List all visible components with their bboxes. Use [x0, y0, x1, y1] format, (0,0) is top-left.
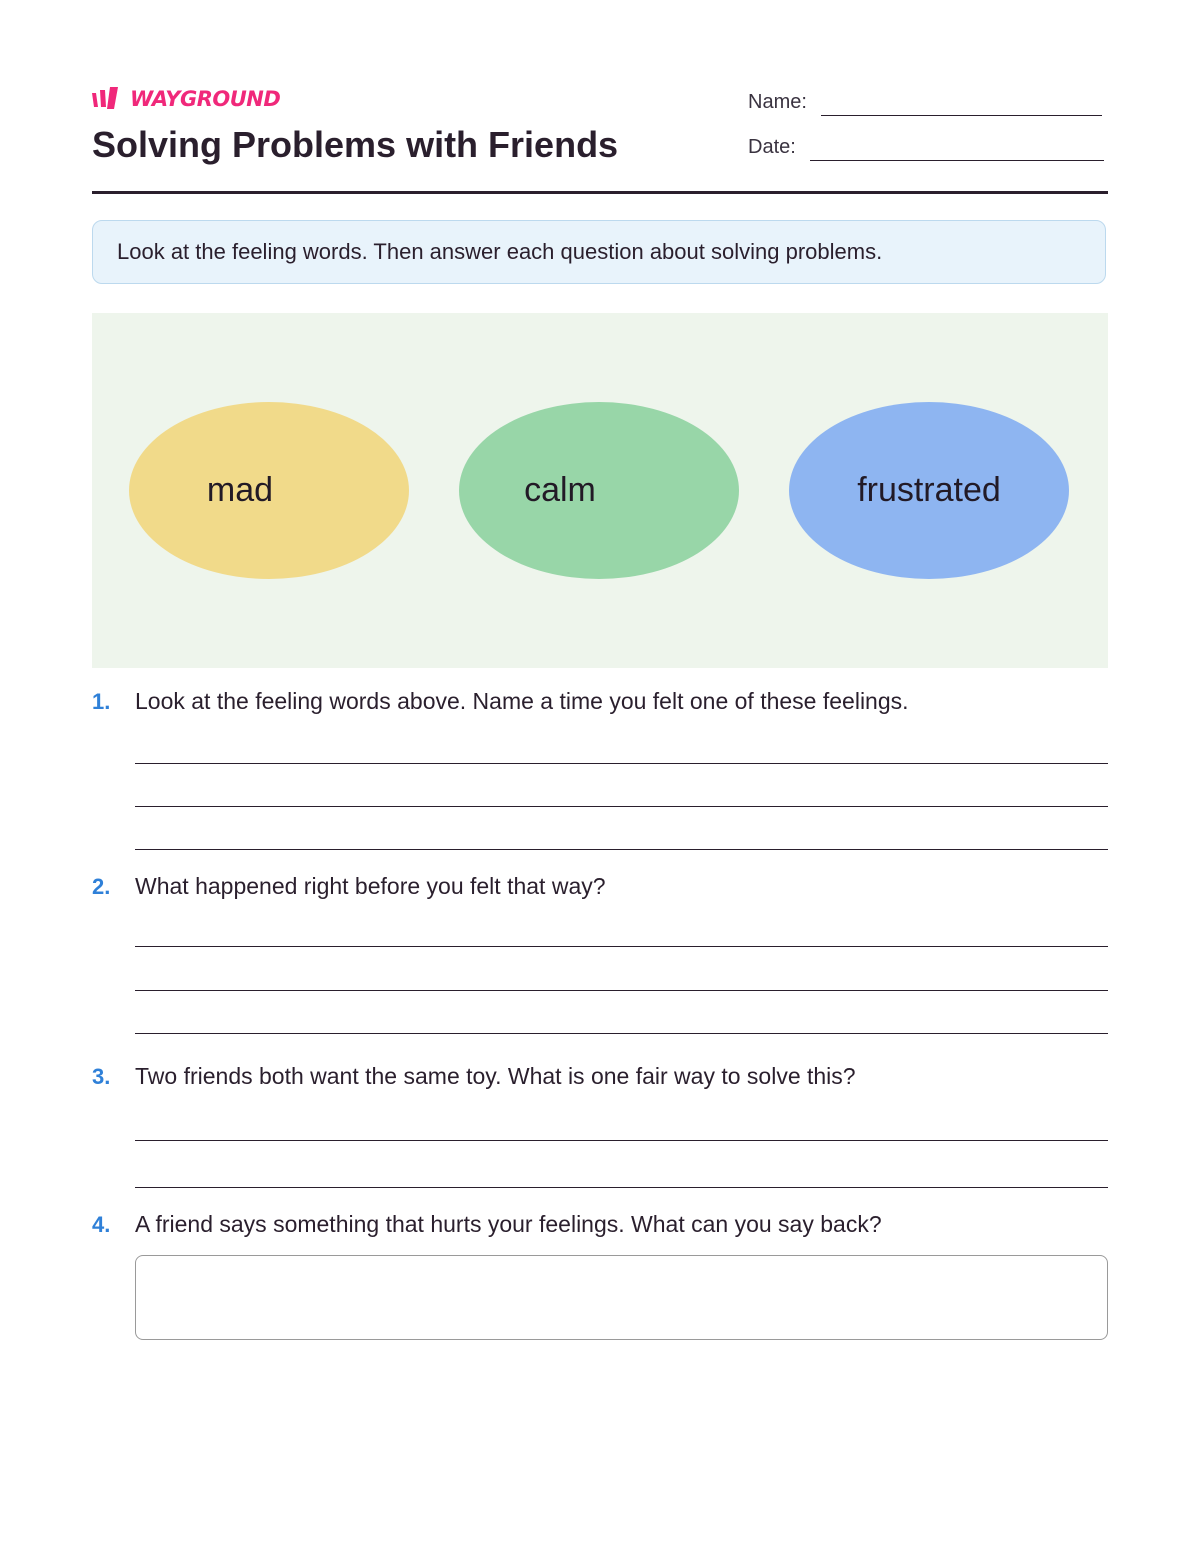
question-3	[92, 1063, 856, 1090]
instructions-text: Look at the feeling words. Then answer each question about solving problems.	[117, 239, 883, 264]
worksheet-title: Solving Problems with Friends	[92, 124, 619, 165]
feeling-bubble-mad	[129, 402, 409, 579]
feeling-word: calm	[524, 471, 596, 509]
instructions-box	[92, 220, 1106, 284]
question-number: 3.	[92, 1064, 111, 1089]
brand-logo	[92, 86, 280, 112]
date-label: Date:	[748, 136, 796, 158]
header-divider	[92, 191, 1108, 194]
feeling-bubble-frustrated	[789, 402, 1069, 579]
question-2	[92, 873, 606, 900]
question-number: 4.	[92, 1212, 111, 1237]
feelings-panel	[92, 313, 1108, 668]
answer-line[interactable]	[135, 1187, 1108, 1188]
feeling-bubble-calm	[459, 402, 739, 579]
answer-line[interactable]	[135, 1140, 1108, 1141]
question-4	[92, 1211, 882, 1238]
question-text: Look at the feeling words above. Name a time you felt one of these feelings.	[135, 688, 909, 714]
wayground-logo-icon	[92, 87, 126, 111]
date-field[interactable]	[810, 136, 1104, 161]
name-label: Name:	[748, 91, 807, 113]
answer-box[interactable]	[135, 1255, 1108, 1340]
answer-line[interactable]	[135, 946, 1108, 947]
brand-name: WAYGROUND	[130, 87, 281, 111]
answer-line[interactable]	[135, 763, 1108, 764]
question-text: What happened right before you felt that way?	[135, 873, 606, 899]
answer-line[interactable]	[135, 806, 1108, 807]
name-field-row	[748, 88, 1102, 116]
answer-line[interactable]	[135, 849, 1108, 850]
feeling-word: frustrated	[857, 471, 1001, 509]
question-text: A friend says something that hurts your feelings. What can you say back?	[135, 1211, 882, 1237]
question-number: 2.	[92, 874, 111, 899]
question-text: Two friends both want the same toy. What is one fair way to solve this?	[135, 1063, 856, 1089]
answer-line[interactable]	[135, 990, 1108, 991]
question-number: 1.	[92, 689, 111, 714]
feeling-word: mad	[206, 471, 274, 509]
name-field[interactable]	[821, 91, 1102, 116]
answer-line[interactable]	[135, 1033, 1108, 1034]
question-1	[92, 688, 909, 715]
date-field-row	[748, 133, 1104, 161]
